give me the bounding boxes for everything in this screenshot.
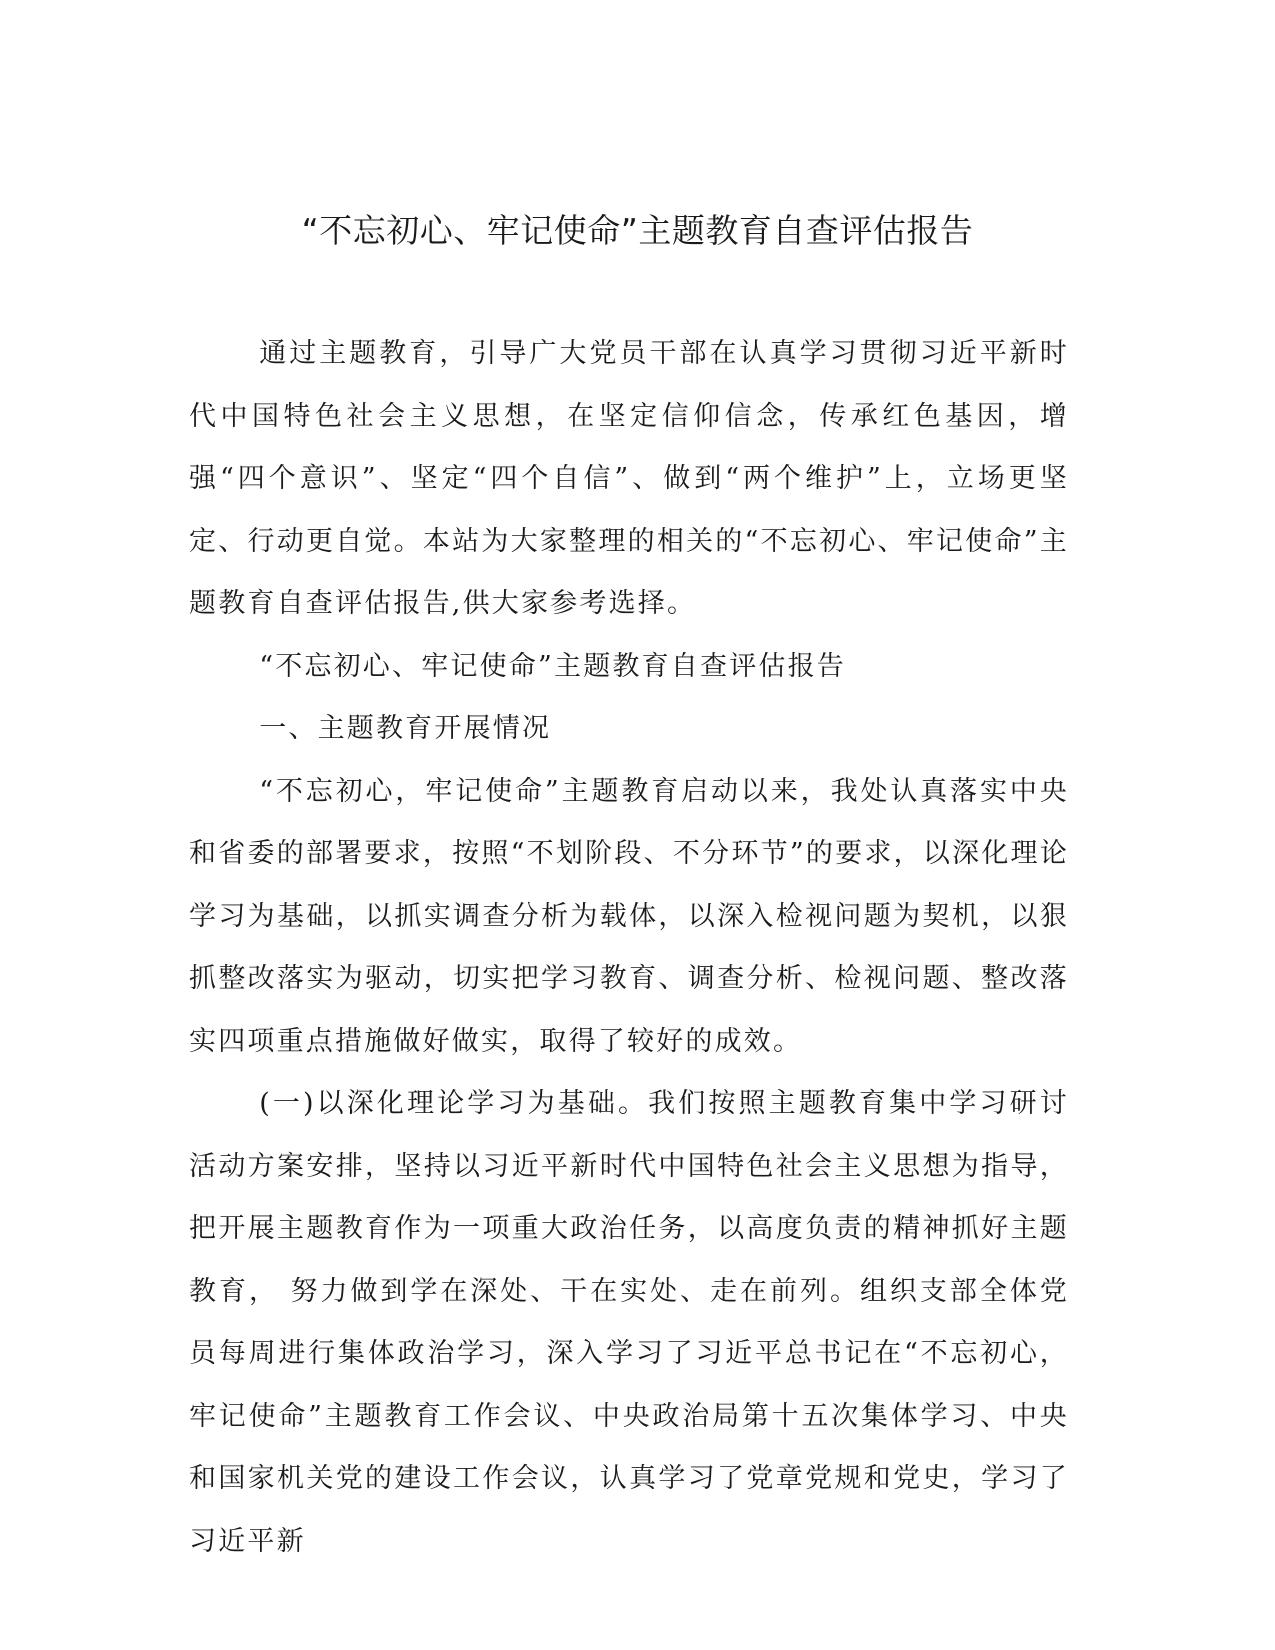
subtitle-paragraph: “不忘初心、牢记使命”主题教育自查评估报告 (259, 650, 846, 682)
body-paragraph: (一)以深化理论学习为基础。我们按照主题教育集中学习研讨活动方案安排，坚持以习近平新时代中国特色社会主义思想为指导，把开展主题教育作为一项重大政治任务，以高度负责的精神抓好主题教育， 努力做到学在深处、干在实处、走在前列。组织支部全体党员每周进行集体政治学习，深入学习了习近平总书记在“不忘初心，牢记使命”主题教育工作会议、中央政治局第十五次集体学习、中央和国家机关党的建设工作会议，认真学习了党章党规和党史，学习了习近平新 (189, 1088, 1069, 1557)
document-title: “不忘初心、牢记使命”主题教育自查评估报告 (301, 211, 974, 250)
intro-paragraph: 通过主题教育，引导广大党员干部在认真学习贯彻习近平新时代中国特色社会主义思想，在坚定信仰信念，传承红色基因，增强“四个意识”、坚定“四个自信”、做到“两个维护”上，立场更坚定、行动更自觉。本站为大家整理的相关的“不忘初心、牢记使命”主题教育自查评估报告,供大家参考选择。 (189, 338, 1069, 619)
document-body (189, 323, 1069, 1573)
section-heading: 一、主题教育开展情况 (259, 713, 552, 744)
body-paragraph: “不忘初心，牢记使命”主题教育启动以来，我处认真落实中央和省委的部署要求，按照“不划阶段、不分环节”的要求，以深化理论学习为基础，以抓实调查分析为载体，以深入检视问题为契机，以狠抓整改落实为驱动，切实把学习教育、调查分析、检视问题、整改落实四项重点措施做好做实，取得了较好的成效。 (189, 775, 1069, 1057)
